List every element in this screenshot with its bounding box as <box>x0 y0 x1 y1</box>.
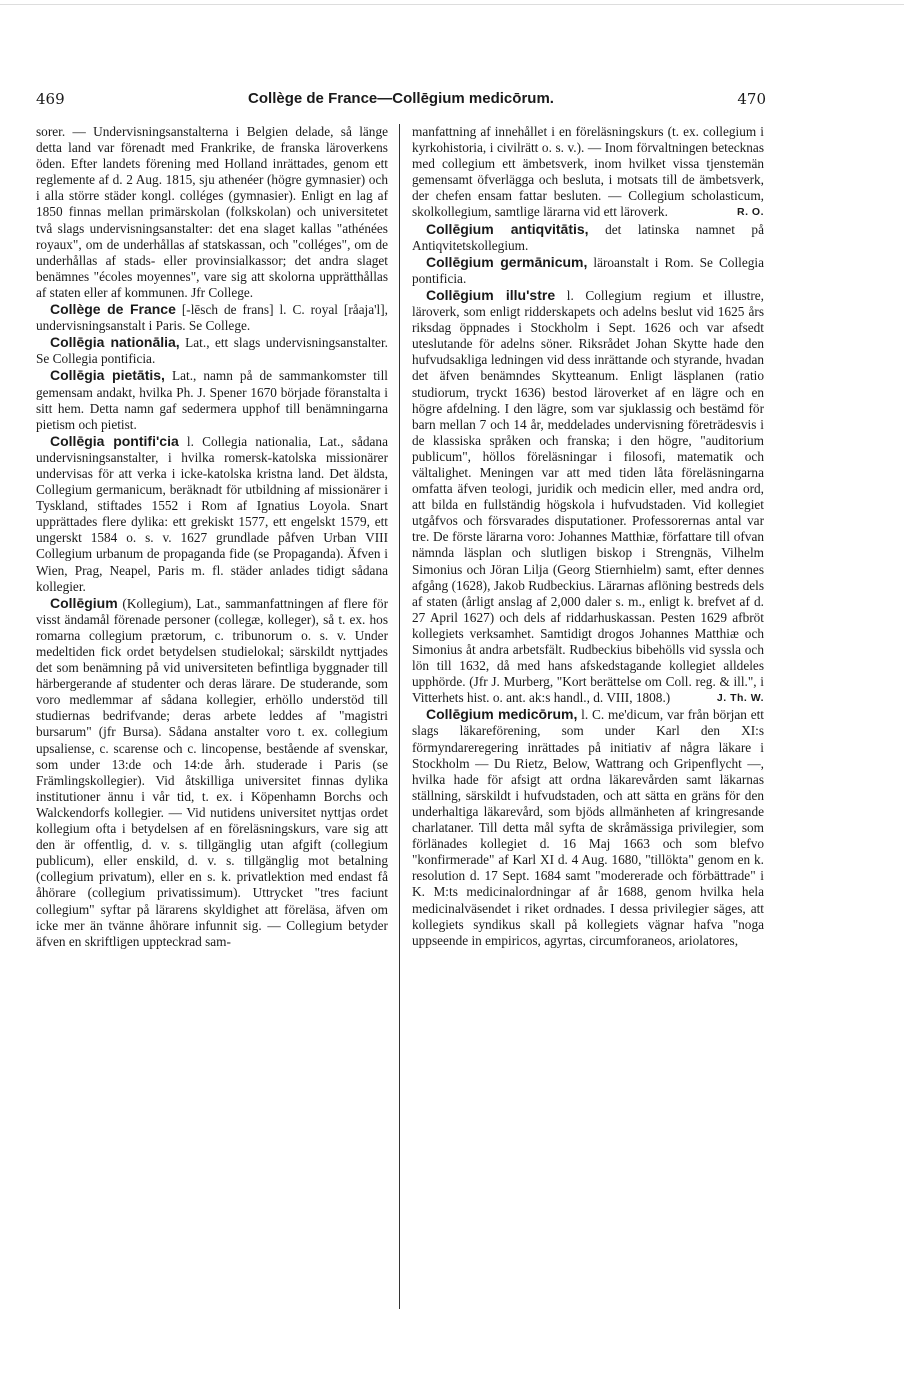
column-divider <box>399 124 400 1309</box>
dictionary-entry <box>36 433 388 595</box>
dictionary-entry <box>412 221 764 254</box>
author-signature: J. Th. W. <box>716 692 764 705</box>
entry-headword: Collège de France <box>50 301 176 318</box>
entry-headword: Collēgium <box>50 594 118 611</box>
entry-text: l. C. me'dicum, var från början ett slags läkareförening, som under Karl den XI:s förmyndareregering inrättades på initiativ af några läkare i Stockholm — Du Rietz, Below, Wattrang och Gripenflycht —, hvilka hade för afsigt att ordna läkarevården samt läkarnas ställning, särskildt i hufvudstaden, och att sätta en gräns för den underhaltiga läkarevård, som bjöds allmänheten af kringresande charlataner. Till detta mål syfta de skråmässiga privilegier, som förlänades kollegiet d. 16 Maj 1663 och som blefvo "konfirmerade" af Karl XI d. 4 Aug. 1680, "tillökta" genom en k. resolution d. 17 Sept. 1684 samt "modererade och förbättrade" i K. M:ts medicinalordningar af år 1688, genom hvilka hela medicinalväsendet i riket ordnades. I dessa privilegier säges, att kollegiets syndikus skall på kollegiets vägnar hafva "noga uppseende in empiricos, agyrtas, circumforaneos, ariolatores, <box>412 707 764 948</box>
entry-continuation <box>36 124 388 301</box>
dictionary-entry <box>412 706 764 948</box>
entry-text: Lat., ett slags undervisningsanstalter. Se Collegia pontificia. <box>36 335 388 367</box>
dictionary-entry <box>412 254 764 287</box>
entry-text: (Kollegium), Lat., sammanfattningen af flere för visst ändamål förenade personer (collegæ, kolleger), så t. ex. hos romarna collegium prætorum, c. tribunorum o. s. v. Under medeltiden fick ordet betydelsen studielokal; särskildt nyttjades det som benämning på vid universiteten befintliga byggnader till härbergerande af studenter och deras lärare. De studerande, som voro medlemmar af sådana kollegier, erhöllo understöd till studiernas bedrifvande; deras arbete leddes af "magistri bursarum" (jfr Bursa). Sådana anstalter voro t. ex. collegium upsaliense, c. scarense och c. lincopense, bestående af svenskar, som under 13:de och 14:de årh. studerade i Paris (se Främlingskollegier). Vid åtskilliga universitet finnas dylika institutioner ännu i vår tid, t. ex. i Köpenhamn Borchs och Walckendorfs kollegier. — Vid nutidens universitet nyttjas ordet kollegium ofta i betydelsen af en föreläsningskurs, vare sig att den är offentlig, d. v. s. tillgänglig utan afgift (collegium publicum), eller enskild, d. v. s. tillgänglig mot betalning (collegium privatum), eller en s. k. privatlektion med endast få åhörare (collegium privatissimum). Uttrycket "tres faciunt collegium" syftar på lärarens skyldighet att föreläsa, äfven om icke mer än tvänne åhörare infunnit sig. — Collegium betyder äfven en skriftligen uppteckrad sam- <box>36 595 388 949</box>
left-column <box>36 124 388 950</box>
entry-headword: Collēgia pontifi'cia <box>50 432 179 449</box>
entry-headword: Collēgia pietātis, <box>50 367 165 384</box>
entry-text: läroanstalt i Rom. Se Collegia pontificia. <box>412 254 764 286</box>
page-number-left: 469 <box>36 90 65 108</box>
entry-headword: Collēgium medicōrum, <box>426 706 578 723</box>
dictionary-entry <box>36 301 388 334</box>
entry-text: sorer. — Undervisningsanstalterna i Belgien delade, så länge detta land var förenadt med Frankrike, de franska läroverkens öden. Efter landets förening med Holland inrättades, genom ett reglemente af d. 2 Aug. 1815, sju athenéer (högre gymnasier) och i alla större städer kongl. colléges (gymnasier). Enligt en lag af 1850 finnas mellan primärskolan (folkskolan) och universitetet två slags undervisningsanstalter: det ena slaget kallas "athénées royaux", om de underhållas af statskassan, och "colléges", om de underhållas af stads- eller provinsialkassor; det andra slaget benämnes "écoles moyennes", vare sig att skolorna upprätthållas af staten eller af kommunen. Jfr College. <box>36 124 388 300</box>
entry-text: l. Collegium regium et illustre, läroverk, som enligt ridderskapets och adelns beslut vid 1625 års riksdag öppnades i Stockholm i Sept. 1626 och var afsedt uteslutande för adelns söner. Riksrådet Johan Skytte hade den hufvudsakliga ledningen vid dess inrättande och styrande, hvadan det äfven benämndes Skytteanum. Enligt läsplanen (ratio studiorum, tryckt 1636) bestod läroverket af en lägre och en högre afdelning. I den lägre, som var sjuklassig och bestämd för barn mellan 7 och 14 år, meddelades undervisning företrädesvis i de klassiska språken och franska; i den högre, "auditorium publicum", höllos föreläsningar i filosofi, matematik och vältalighet. Meningen var att med tiden låta föreläsningarna omfatta äfven teologi, juridik och medicin eller, med andra ord, att bilda en fullständig högskola i hufvudstaden. Vid kollegiet utgåfvos och försvarades disputationer. Professorernas antal var tre. De förste lärarna voro: Johannes Matthiæ, författare till ofvan nämnda läsplan och slutligen biskop i Strengnäs, Vilhelm Simonius och Jöran Lilja (Georg Stiernhielm) samt, efter dennes afgång (1628), Jakob Rudbeckius. Lärarnas aflöning bestreds dels af staten (årligt anslag af 2,000 daler s. m., enligt k. brefvet af d. 27 April 1627) och dels af riddarhuskassan. Pesten 1629 afbröt kollegiets verksamhet. Samtidigt drogos Johannes Matthiæ och Simonius åt andra arbetsfält. Rudbeckius bibehölls vid syssla och lön till 1632, då med hans afskedstagande kollegiet alldeles upphörde. (Jfr J. Murberg, "Kort berättelse om Coll. reg. & ill.", i Vitterhets hist. o. ant. ak:s handl., d. VIII, 1808.) <box>412 287 764 706</box>
entry-headword: Collēgia nationālia, <box>50 334 180 351</box>
dictionary-entry <box>36 595 388 950</box>
dictionary-entry <box>36 367 388 432</box>
entry-headword: Collēgium illu'stre <box>426 286 556 303</box>
entry-text: [-lēsch de frans] l. C. royal [råaja'l], undervisningsanstalt i Paris. Se College. <box>36 302 388 334</box>
author-signature: R. O. <box>736 206 764 219</box>
entry-continuation <box>412 124 764 221</box>
dictionary-entry <box>36 334 388 367</box>
dictionary-entry <box>412 287 764 706</box>
page-header <box>36 90 766 112</box>
running-title: Collège de France—Collēgium medicōrum. <box>248 90 554 107</box>
entry-text: manfattning af innehållet i en föreläsningskurs (t. ex. collegium i kyrkohistoria, i civilrätt o. s. v.). — Inom förvaltningen betecknas med collegium ett ämbetsverk, inom hvilket vissa tjenstemän gemensamt öfverlägga och besluta, i motsats till de ämbetsverk, der chefen ensam fattar besluten. — Collegium scholasticum, skolkollegium, samtlige lärarna vid ett läroverk. <box>412 124 764 220</box>
entry-headword: Collēgium antiqvitātis, <box>426 220 589 237</box>
entry-text: Lat., namn på de sammankomster till gemensam andakt, hvilka Ph. J. Spener 1670 började föranstalta i sitt hem. Detta namn gaf sedermera upphof till benämningarna pietism och pietist. <box>36 368 388 432</box>
page-number-right: 470 <box>737 90 766 108</box>
scan-edge-line <box>0 4 904 5</box>
entry-text: l. Collegia nationalia, Lat., sådana undervisningsanstalter, i hvilka romersk-katolska missionärer undervisas för att verka i icke-katolska kristna land. Det äldsta, Collegium germanicum, beräknadt för utbildning af missionärer i Tyskland, stiftades 1552 i Rom af Ignatius Loyola. Snart upprättades flere dylika: ett grekiskt 1577, ett engelskt 1579, ett ungerskt 1584 o. s. v. 1627 grundlade påfven Urban VIII Collegium urbanum de propaganda fide (se Propaganda). Äfven i Wien, Prag, Neapel, Paris m. fl. städer anlades tidigt sådana kollegier. <box>36 433 388 594</box>
entry-text: det latinska namnet på Antiqvitetskollegium. <box>412 221 764 253</box>
right-column <box>412 124 764 949</box>
entry-headword: Collēgium germānicum, <box>426 253 588 270</box>
